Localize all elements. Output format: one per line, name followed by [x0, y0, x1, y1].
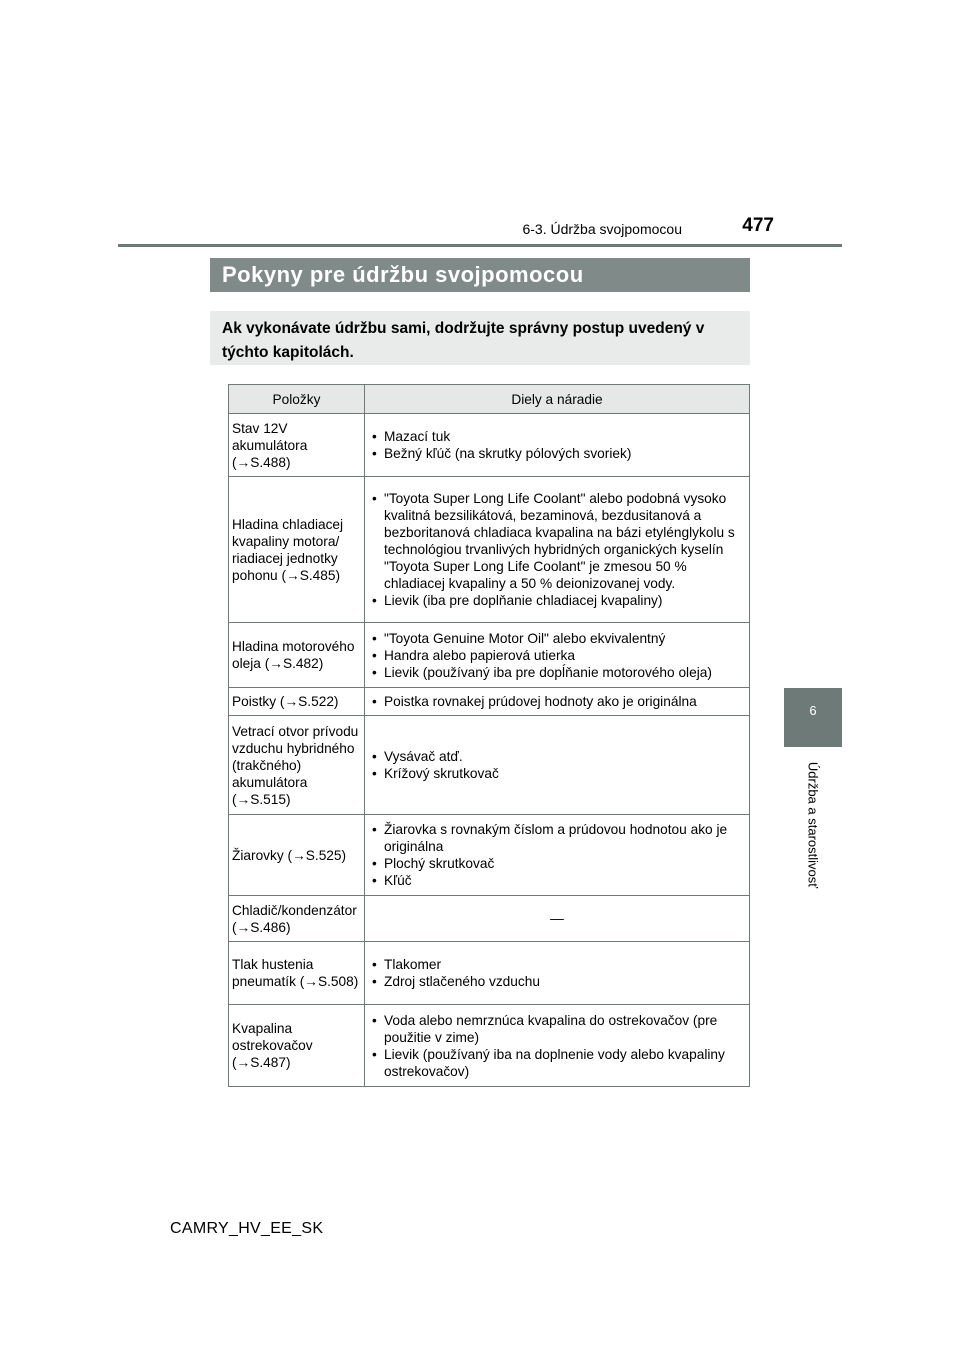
list-item: • Lievik (používaný iba pre dopĺňanie motorového oleja) [372, 664, 746, 681]
tools-list [368, 490, 746, 609]
tools-cell [364, 1005, 749, 1087]
list-item: • Zdroj stlačeného vzduchu [372, 973, 746, 990]
list-item: • Kľúč [372, 872, 746, 889]
header-divider [118, 244, 842, 247]
table-row [229, 716, 750, 815]
page-title: Pokyny pre údržbu svojpomocou [210, 258, 750, 292]
item-cell: Vetrací otvor prívodu vzduchu hybridného (trakčného) akumulátora (→S.515) [229, 716, 365, 815]
list-item: • Mazací tuk [372, 428, 746, 445]
table-body [229, 414, 750, 1087]
tools-list [368, 956, 746, 990]
column-header-items: Položky [229, 385, 365, 414]
table-row [229, 896, 750, 942]
tools-list [368, 630, 746, 681]
table-header-row [229, 385, 750, 414]
chapter-label: Údržba a starostlivosť [805, 761, 821, 889]
list-item: • Žiarovka s rovnakým číslom a prúdovou hodnotou ako je originálna [372, 821, 746, 855]
list-item: • Voda alebo nemrznúca kvapalina do ostrekovačov (pre použitie v zime) [372, 1012, 746, 1046]
table-row [229, 815, 750, 896]
item-cell: Poistky (→S.522) [229, 688, 365, 716]
item-cell: Hladina chladiacej kvapaliny motora/ riadiacej jednotky pohonu (→S.485) [229, 477, 365, 623]
tools-list [368, 748, 746, 782]
table-row [229, 688, 750, 716]
section-title: 6-3. Údržba svojpomocou [522, 221, 682, 237]
tools-cell [364, 716, 749, 815]
tools-cell [364, 688, 749, 716]
tools-list [368, 428, 746, 462]
table-row [229, 1005, 750, 1087]
page-number: 477 [742, 215, 774, 236]
list-item: • "Toyota Super Long Life Coolant" alebo podobná vysoko kvalitná bezsilikátová, bezaminová, bezdusitanová a bezboritanová chladiaca kvapalina na bázi etylénglykolu s technológiou trvanlivých hybridných organických kyselín "Toyota Super Long Life Coolant" je zmesou 50 % chladiacej kvapaliny a 50 % deionizovanej vody. [372, 490, 746, 592]
list-item: • Poistka rovnakej prúdovej hodnoty ako je originálna [372, 693, 746, 710]
tools-list [368, 693, 746, 710]
tools-cell [364, 942, 749, 1005]
list-item: • "Toyota Genuine Motor Oil" alebo ekvivalentný [372, 630, 746, 647]
table-row [229, 414, 750, 477]
tools-cell [364, 896, 749, 942]
item-cell: Tlak hustenia pneumatík (→S.508) [229, 942, 365, 1005]
list-item: • Vysávač atď. [372, 748, 746, 765]
tools-cell [364, 477, 749, 623]
chapter-number: 6 [809, 703, 817, 718]
list-item: • Handra alebo papierová utierka [372, 647, 746, 664]
parts-table [228, 384, 750, 1087]
tools-cell [364, 414, 749, 477]
table-row [229, 942, 750, 1005]
list-item: • Tlakomer [372, 956, 746, 973]
list-item: • Lievik (používaný iba na doplnenie vody alebo kvapaliny ostrekovačov) [372, 1046, 746, 1080]
item-cell: Hladina motorového oleja (→S.482) [229, 623, 365, 688]
table-row [229, 477, 750, 623]
empty-dash: — [550, 911, 564, 926]
list-item: • Plochý skrutkovač [372, 855, 746, 872]
table-row [229, 623, 750, 688]
intro-text: Ak vykonávate údržbu sami, dodržujte správny postup uvedený v týchto kapitolách. [210, 311, 750, 365]
item-cell: Žiarovky (→S.525) [229, 815, 365, 896]
tools-cell [364, 623, 749, 688]
list-item: • Lievik (iba pre doplňanie chladiacej kvapaliny) [372, 592, 746, 609]
tools-list [368, 821, 746, 889]
tools-list [368, 1012, 746, 1080]
list-item: • Bežný kľúč (na skrutky pólových svoriek) [372, 445, 746, 462]
item-cell: Chladič/kondenzátor (→S.486) [229, 896, 365, 942]
tools-cell [364, 815, 749, 896]
column-header-tools: Diely a náradie [364, 385, 749, 414]
item-cell: Kvapalina ostrekovačov (→S.487) [229, 1005, 365, 1087]
document-code: CAMRY_HV_EE_SK [170, 1220, 324, 1237]
item-cell: Stav 12V akumulátora (→S.488) [229, 414, 365, 477]
list-item: • Krížový skrutkovač [372, 765, 746, 782]
